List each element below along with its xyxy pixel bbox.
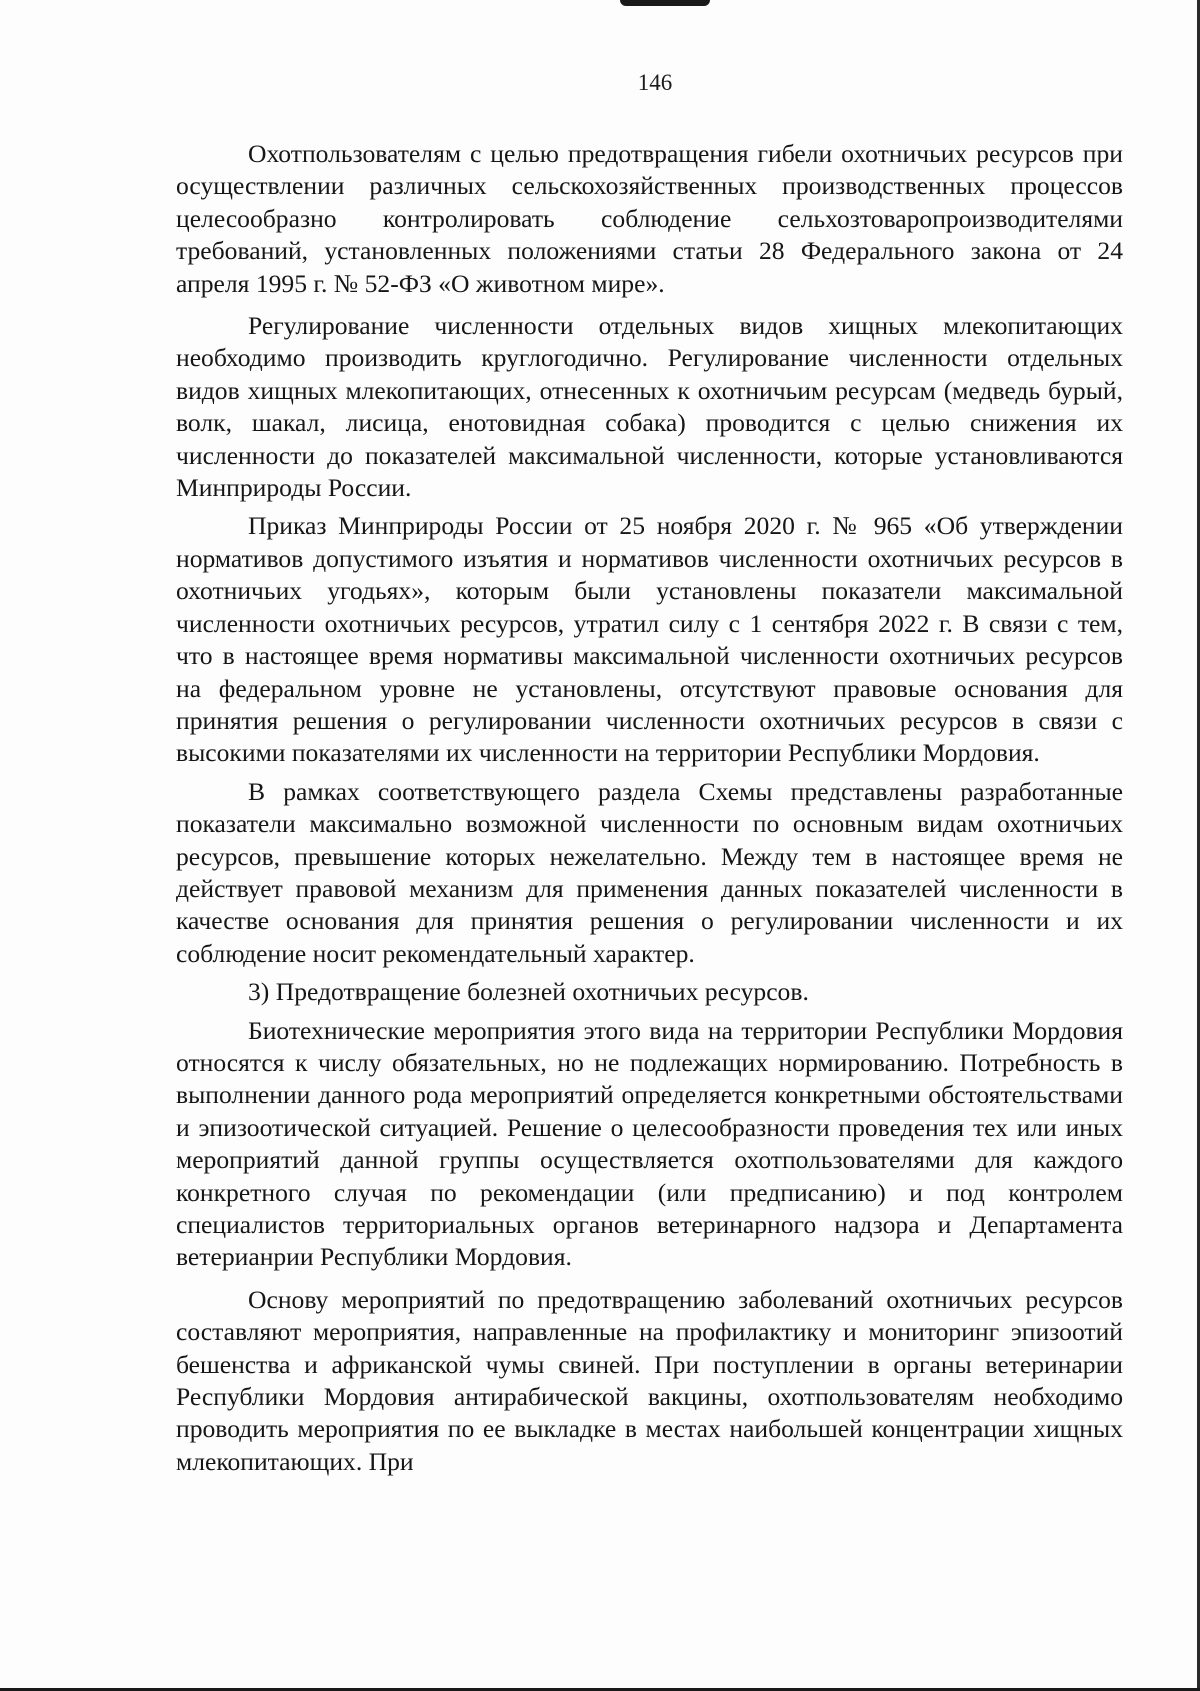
page-number: 146 [637,70,673,95]
scan-edge-top [620,0,710,6]
paragraph-disease-prevention-basis: Основу мероприятий по предотвращению заболеваний охотничьих ресурсов составляют мероприятия, направленные на профилактику и мониторинг эпизоотий бешенства и африканской чумы свиней. При поступлении в органы ветеринарии Республики Мордовия антирабической вакцины, охотпользователям необходимо проводить мероприятия по ее выкладке в местах наибольшей концентрации хищных млекопитающих. При [176,1284,1123,1476]
document-body [176,138,1123,1478]
paragraph-ministry-order: Приказ Минприроды России от 25 ноября 2020 г. № 965 «Об утверждении нормативов допустимого изъятия и нормативов численности охотничьих ресурсов в охотничьих угодьях», которым были установлены показатели максимальной численности охотничьих ресурсов, утратил силу с 1 сентября 2022 г. В связи с тем, что в настоящее время нормативы максимальной численности охотничьих ресурсов на федеральном уровне не установлены, отсутствуют правовые основания для принятия решения о регулировании численности охотничьих ресурсов в связи с высокими показателями их численности на территории Республики Мордовия. [176,511,1123,768]
paragraph-hunting-resources-protection: Охотпользователям с целью предотвращения гибели охотничьих ресурсов при осуществлении различных сельскохозяйственных производственных процессов целесообразно контролировать соблюдение сельхозтоваропроизводителями требований, установленных положениями статьи 28 Федерального закона от 24 апреля 1995 г. № 52-ФЗ «О животном мире». [176,139,1123,298]
paragraph-predator-regulation: Регулирование численности отдельных видов хищных млекопитающих необходимо производить круглогодично. Регулирование численности отдельных видов хищных млекопитающих, отнесенных к охотничьим ресурсам (медведь бурый, волк, шакал, лисица, енотовидная собака) проводится с целью снижения их численности до показателей максимальной численности, которые установливаются Минприроды России. [176,311,1123,503]
paragraph-disease-prevention-heading: 3) Предотвращение болезней охотничьих ресурсов. [248,977,809,1007]
paragraph-scheme-indicators: В рамках соответствующего раздела Схемы представлены разработанные показатели максимально возможной численности по основным видам охотничьих ресурсов, превышение которых нежелательно. Между тем в настоящее время не действует правовой механизм для применения данных показателей численности в качестве основания для принятия решения о регулировании численности и их соблюдение носит рекомендательный характер. [176,776,1123,968]
paragraph-biotechnical-measures: Биотехнические мероприятия этого вида на территории Республики Мордовия относятся к числу обязательных, но не подлежащих нормированию. Потребность в выполнении данного рода мероприятий определяется конкретными обстоятельствами и эпизоотической ситуацией. Решение о целесообразности проведения тех или иных мероприятий данной группы осуществляется охотпользователями для каждого конкретного случая по рекомендации (или предписанию) и под контролем специалистов территориальных органов ветеринарного надзора и Департамента ветерианрии Республики Мордовия. [176,1015,1123,1272]
